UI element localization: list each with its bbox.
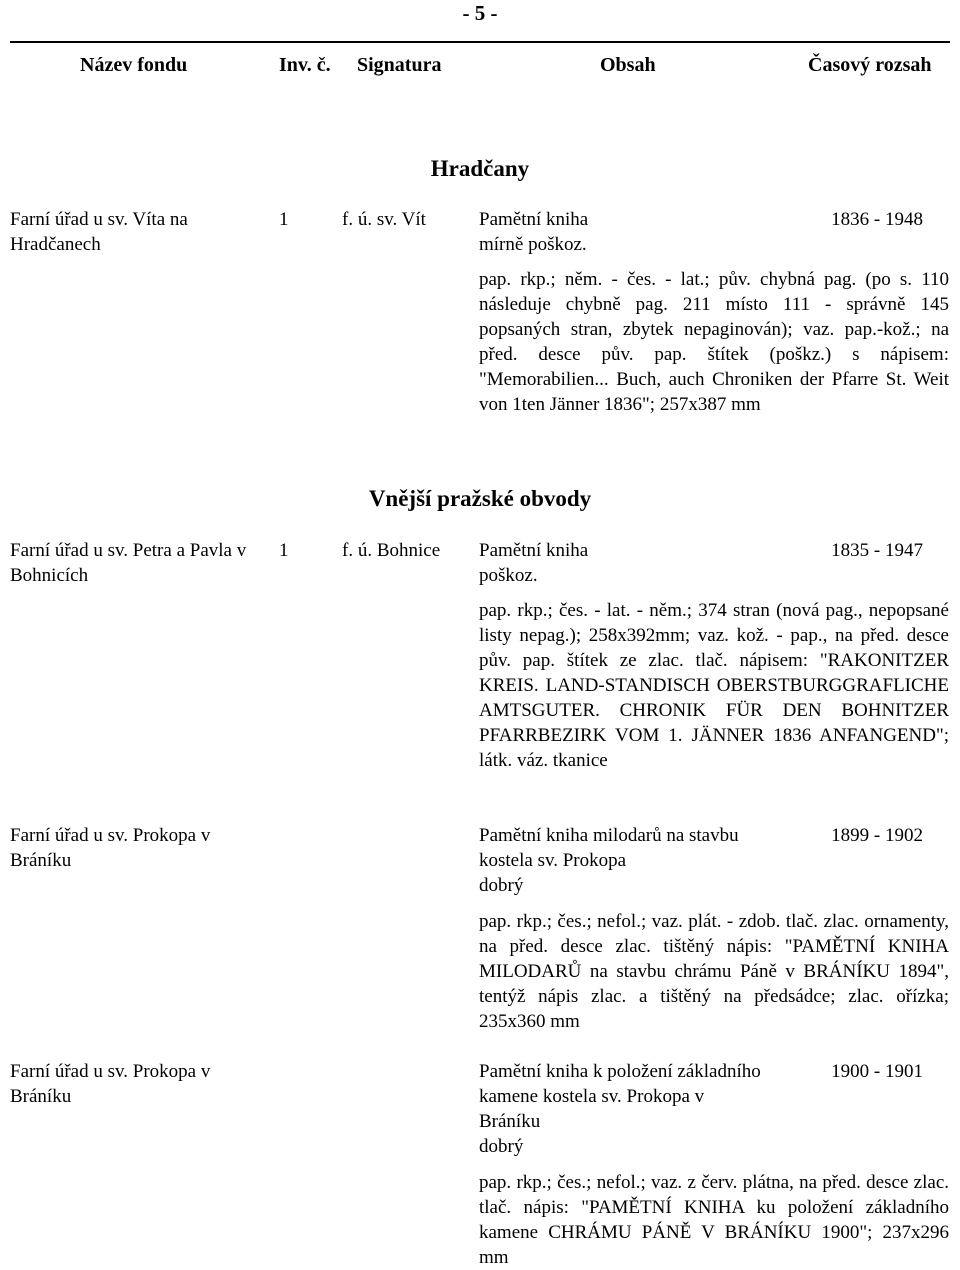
time-range: 1835 - 1947 (831, 540, 923, 561)
header-obsah: Obsah (600, 54, 656, 76)
page-number: - 5 - (462, 1, 498, 25)
content-title (479, 207, 809, 257)
content-line: Pamětní kniha (479, 209, 589, 230)
time-range: 1836 - 1948 (831, 209, 923, 230)
fond-name: Farní úřad u sv. Prokopa v Bráníku (10, 1061, 211, 1107)
content-line: Pamětní kniha milodarů na stavbu (479, 825, 739, 846)
physical-description: pap. rkp.; něm. - čes. - lat.; pův. chybná pag. (po s. 110 následuje chybně pag. 211 místo 111 - správně 145 popsaných stran, zbytek nepaginován); vaz. pap.-kož.; na před. desce pův. pap. štítek (poškz.) s nápisem: "Memorabilien... Buch, auch Chroniken der Pfarre St. Weit von 1ten Jänner 1836"; 257x387 mm (479, 269, 949, 415)
physical-description: pap. rkp.; čes. - lat. - něm.; 374 stran (nová pag., nepopsané listy nepag.); 258x392mm; vaz. kož. - pap., na před. desce pův. pap. štítek ze zlac. tlač. nápisem: "RAKONITZER KREIS. LAND-STANDISCH OBERSTBURGGRAFLICHE AMTSGUTER. CHRONIK FÜR DEN BOHNITZER PFARRBEZIRK VOM 1. JÄNNER 1836 ANFANGEND"; látk. váz. tkanice (479, 600, 949, 771)
content-line: Pamětní kniha k položení základního (479, 1061, 761, 1082)
physical-description: pap. rkp.; čes.; nefol.; vaz. plát. - zdob. tlač. zlac. ornamenty, na před. desce zlac. tištěný nápis: "PAMĚTNÍ KNIHA MILODARŮ na stavbu chrámu Páně v BRÁNÍKU 1894", tentýž nápis zlac. a tištěný na předsádce; zlac. ořízka; 235x360 mm (479, 911, 949, 1032)
fond-name: Farní úřad u sv. Víta na Hradčanech (10, 209, 188, 255)
condition-line: poškoz. (479, 565, 538, 586)
content-line: kamene kostela sv. Prokopa v (479, 1086, 705, 1107)
physical-description: pap. rkp.; čes.; nefol.; vaz. z červ. plátna, na před. desce zlac. tlač. nápis: "PAMĚTNÍ KNIHA ku položení základního kamene CHRÁMU PÁNĚ V BRÁNÍKU 1900"; 237x296 mm (479, 1172, 949, 1268)
header-signatura: Signatura (357, 54, 442, 76)
inventory-number: 1 (279, 209, 289, 230)
content-title (479, 1059, 809, 1159)
header-rozsah: Časový rozsah (808, 54, 932, 76)
condition-line: dobrý (479, 1136, 524, 1157)
signature: f. ú. Bohnice (342, 540, 441, 561)
time-range: 1900 - 1901 (831, 1061, 923, 1082)
header-fond: Název fondu (80, 54, 188, 76)
condition-line: dobrý (479, 875, 524, 896)
condition-line: mírně poškoz. (479, 234, 587, 255)
content-title (479, 538, 809, 588)
column-header-row (0, 52, 960, 78)
content-line: Pamětní kniha (479, 540, 589, 561)
content-title (479, 823, 809, 898)
section-heading-hradcany: Hradčany (430, 156, 530, 181)
header-inv: Inv. č. (279, 54, 331, 76)
header-divider (10, 41, 950, 43)
inventory-number: 1 (279, 540, 289, 561)
signature: f. ú. sv. Vít (342, 209, 426, 230)
content-line: kostela sv. Prokopa (479, 850, 627, 871)
fond-name: Farní úřad u sv. Petra a Pavla v Bohnicích (10, 540, 247, 586)
content-line: Bráníku (479, 1111, 541, 1132)
time-range: 1899 - 1902 (831, 825, 923, 846)
section-heading-vnejsi-obvody: Vnější pražské obvody (368, 486, 592, 511)
fond-name: Farní úřad u sv. Prokopa v Bráníku (10, 825, 211, 871)
